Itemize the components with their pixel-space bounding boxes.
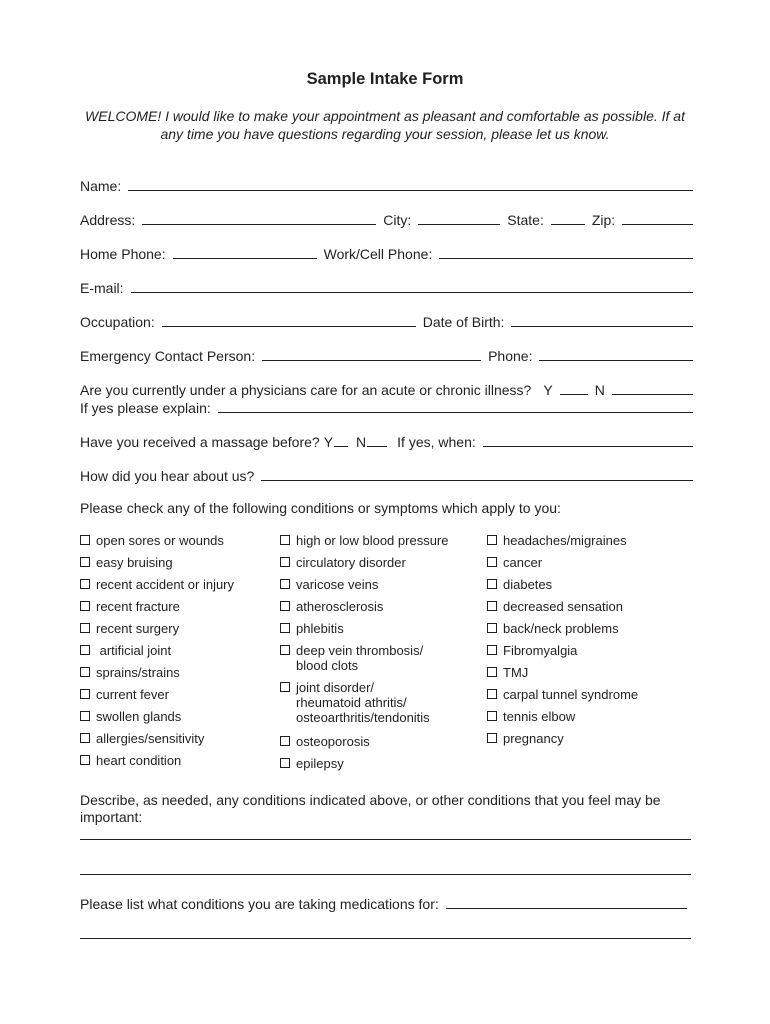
physician-no-label: N <box>594 382 605 398</box>
medications-row <box>80 892 687 912</box>
checkbox-icon[interactable] <box>487 623 497 633</box>
welcome-text: WELCOME! I would like to make your appointment as pleasant and comfortable as possible. If at any time you have questions regarding your session, please let us know. <box>85 108 685 142</box>
condition-carpal-tunnel[interactable]: carpal tunnel syndrome <box>487 687 638 702</box>
condition-blood-pressure[interactable]: high or low blood pressure <box>280 533 448 548</box>
email-label: E-mail: <box>80 280 124 296</box>
massage-row <box>80 430 693 450</box>
state-label: State: <box>507 212 544 228</box>
massage-question: Have you received a massage before? <box>80 434 320 450</box>
checkbox-icon[interactable] <box>80 623 90 633</box>
explain-row <box>80 396 693 416</box>
condition-tennis-elbow[interactable]: tennis elbow <box>487 709 575 724</box>
address-field[interactable] <box>142 224 376 225</box>
condition-varicose-veins[interactable]: varicose veins <box>280 577 378 592</box>
condition-recent-fracture[interactable]: recent fracture <box>80 599 180 614</box>
state-field[interactable] <box>551 224 585 225</box>
explain-field[interactable] <box>218 412 693 413</box>
emergency-row <box>80 344 693 364</box>
condition-easy-bruising[interactable]: easy bruising <box>80 555 173 570</box>
city-field[interactable] <box>418 224 500 225</box>
checkbox-icon[interactable] <box>80 711 90 721</box>
checkbox-icon[interactable] <box>487 535 497 545</box>
condition-allergies[interactable]: allergies/sensitivity <box>80 731 204 746</box>
checkbox-icon[interactable] <box>280 601 290 611</box>
condition-diabetes[interactable]: diabetes <box>487 577 552 592</box>
home-phone-label: Home Phone: <box>80 246 166 262</box>
condition-recent-accident[interactable]: recent accident or injury <box>80 577 234 592</box>
dob-label: Date of Birth: <box>422 314 505 330</box>
hear-label: How did you hear about us? <box>80 468 255 484</box>
checkbox-icon[interactable] <box>80 733 90 743</box>
medications-label: Please list what conditions you are taking medications for: <box>80 896 439 912</box>
describe-line-2[interactable] <box>80 874 691 875</box>
condition-decreased-sensation[interactable]: decreased sensation <box>487 599 623 614</box>
checkbox-icon[interactable] <box>487 645 497 655</box>
checkbox-icon[interactable] <box>280 758 290 768</box>
condition-dvt[interactable]: deep vein thrombosis/ blood clots <box>280 643 423 673</box>
address-label: Address: <box>80 212 136 228</box>
checkbox-icon[interactable] <box>280 535 290 545</box>
checkbox-icon[interactable] <box>80 535 90 545</box>
checkbox-icon[interactable] <box>280 557 290 567</box>
massage-when-label: If yes, when: <box>397 434 476 450</box>
check-prompt: Please check any of the following conditions or symptoms which apply to you: <box>80 500 561 516</box>
checkbox-icon[interactable] <box>80 689 90 699</box>
massage-yes-label: Y <box>323 434 334 450</box>
occupation-row <box>80 310 693 330</box>
name-row <box>80 174 693 194</box>
describe-prompt: Describe, as needed, any conditions indicated above, or other conditions that you feel may be important: <box>80 792 661 825</box>
checkbox-icon[interactable] <box>80 601 90 611</box>
medications-field[interactable] <box>446 908 687 909</box>
address-row <box>80 208 693 228</box>
checkbox-icon[interactable] <box>80 667 90 677</box>
zip-label: Zip: <box>591 212 616 228</box>
checkbox-icon[interactable] <box>487 667 497 677</box>
physician-row <box>80 378 693 398</box>
emergency-phone-label: Phone: <box>488 348 533 364</box>
condition-epilepsy[interactable]: epilepsy <box>280 756 344 771</box>
condition-swollen-glands[interactable]: swollen glands <box>80 709 181 724</box>
checkbox-icon[interactable] <box>280 645 290 655</box>
checkbox-icon[interactable] <box>80 579 90 589</box>
condition-heart[interactable]: heart condition <box>80 753 181 768</box>
physician-yes-label: Y <box>543 382 553 398</box>
condition-back-neck[interactable]: back/neck problems <box>487 621 619 636</box>
condition-joint-disorder[interactable]: joint disorder/ rheumatoid athritis/ osteoarthritis/tendonitis <box>280 680 430 725</box>
phone-row <box>80 242 693 262</box>
physician-question: Are you currently under a physicians care for an acute or chronic illness? <box>80 382 532 398</box>
checkbox-icon[interactable] <box>80 557 90 567</box>
name-field[interactable] <box>128 190 693 191</box>
condition-phlebitis[interactable]: phlebitis <box>280 621 344 636</box>
condition-current-fever[interactable]: current fever <box>80 687 169 702</box>
checkbox-icon[interactable] <box>280 736 290 746</box>
condition-osteoporosis[interactable]: osteoporosis <box>280 734 370 749</box>
massage-no-label: N <box>356 434 367 450</box>
checkbox-icon[interactable] <box>280 623 290 633</box>
checkbox-icon[interactable] <box>487 601 497 611</box>
massage-when-field[interactable] <box>483 446 693 447</box>
condition-recent-surgery[interactable]: recent surgery <box>80 621 179 636</box>
condition-fibromyalgia[interactable]: Fibromyalgia <box>487 643 577 658</box>
checkbox-icon[interactable] <box>487 579 497 589</box>
work-cell-phone-label: Work/Cell Phone: <box>323 246 433 262</box>
condition-sprains-strains[interactable]: sprains/strains <box>80 665 180 680</box>
work-cell-phone-field[interactable] <box>439 258 693 259</box>
hear-row <box>80 464 693 484</box>
physician-no-field[interactable] <box>612 394 693 395</box>
massage-yes-field[interactable] <box>334 446 348 447</box>
condition-headaches[interactable]: headaches/migraines <box>487 533 627 548</box>
checkbox-icon[interactable] <box>487 557 497 567</box>
checkbox-icon[interactable] <box>487 733 497 743</box>
condition-tmj[interactable]: TMJ <box>487 665 528 680</box>
occupation-label: Occupation: <box>80 314 155 330</box>
email-row <box>80 276 693 296</box>
zip-field[interactable] <box>622 224 693 225</box>
checkbox-icon[interactable] <box>280 579 290 589</box>
describe-line-1[interactable] <box>80 839 691 840</box>
emergency-phone-field[interactable] <box>539 360 693 361</box>
city-label: City: <box>383 212 412 228</box>
medications-line-2[interactable] <box>80 938 691 939</box>
massage-no-field[interactable] <box>367 446 387 447</box>
condition-cancer[interactable]: cancer <box>487 555 542 570</box>
form-title: Sample Intake Form <box>306 70 464 88</box>
emergency-contact-field[interactable] <box>262 360 481 361</box>
condition-artificial-joint[interactable]: artificial joint <box>80 643 171 658</box>
checkbox-icon[interactable] <box>280 682 290 692</box>
home-phone-field[interactable] <box>173 258 317 259</box>
condition-circulatory[interactable]: circulatory disorder <box>280 555 406 570</box>
name-label: Name: <box>80 178 122 194</box>
checkbox-icon[interactable] <box>487 689 497 699</box>
condition-open-sores[interactable]: open sores or wounds <box>80 533 224 548</box>
hear-field[interactable] <box>261 480 693 481</box>
condition-pregnancy[interactable]: pregnancy <box>487 731 564 746</box>
occupation-field[interactable] <box>162 326 416 327</box>
email-field[interactable] <box>131 292 693 293</box>
checkbox-icon[interactable] <box>80 645 90 655</box>
dob-field[interactable] <box>511 326 693 327</box>
physician-yes-field[interactable] <box>560 394 588 395</box>
checkbox-icon[interactable] <box>80 755 90 765</box>
condition-atherosclerosis[interactable]: atherosclerosis <box>280 599 383 614</box>
emergency-contact-label: Emergency Contact Person: <box>80 348 256 364</box>
explain-label: If yes please explain: <box>80 400 211 416</box>
checkbox-icon[interactable] <box>487 711 497 721</box>
